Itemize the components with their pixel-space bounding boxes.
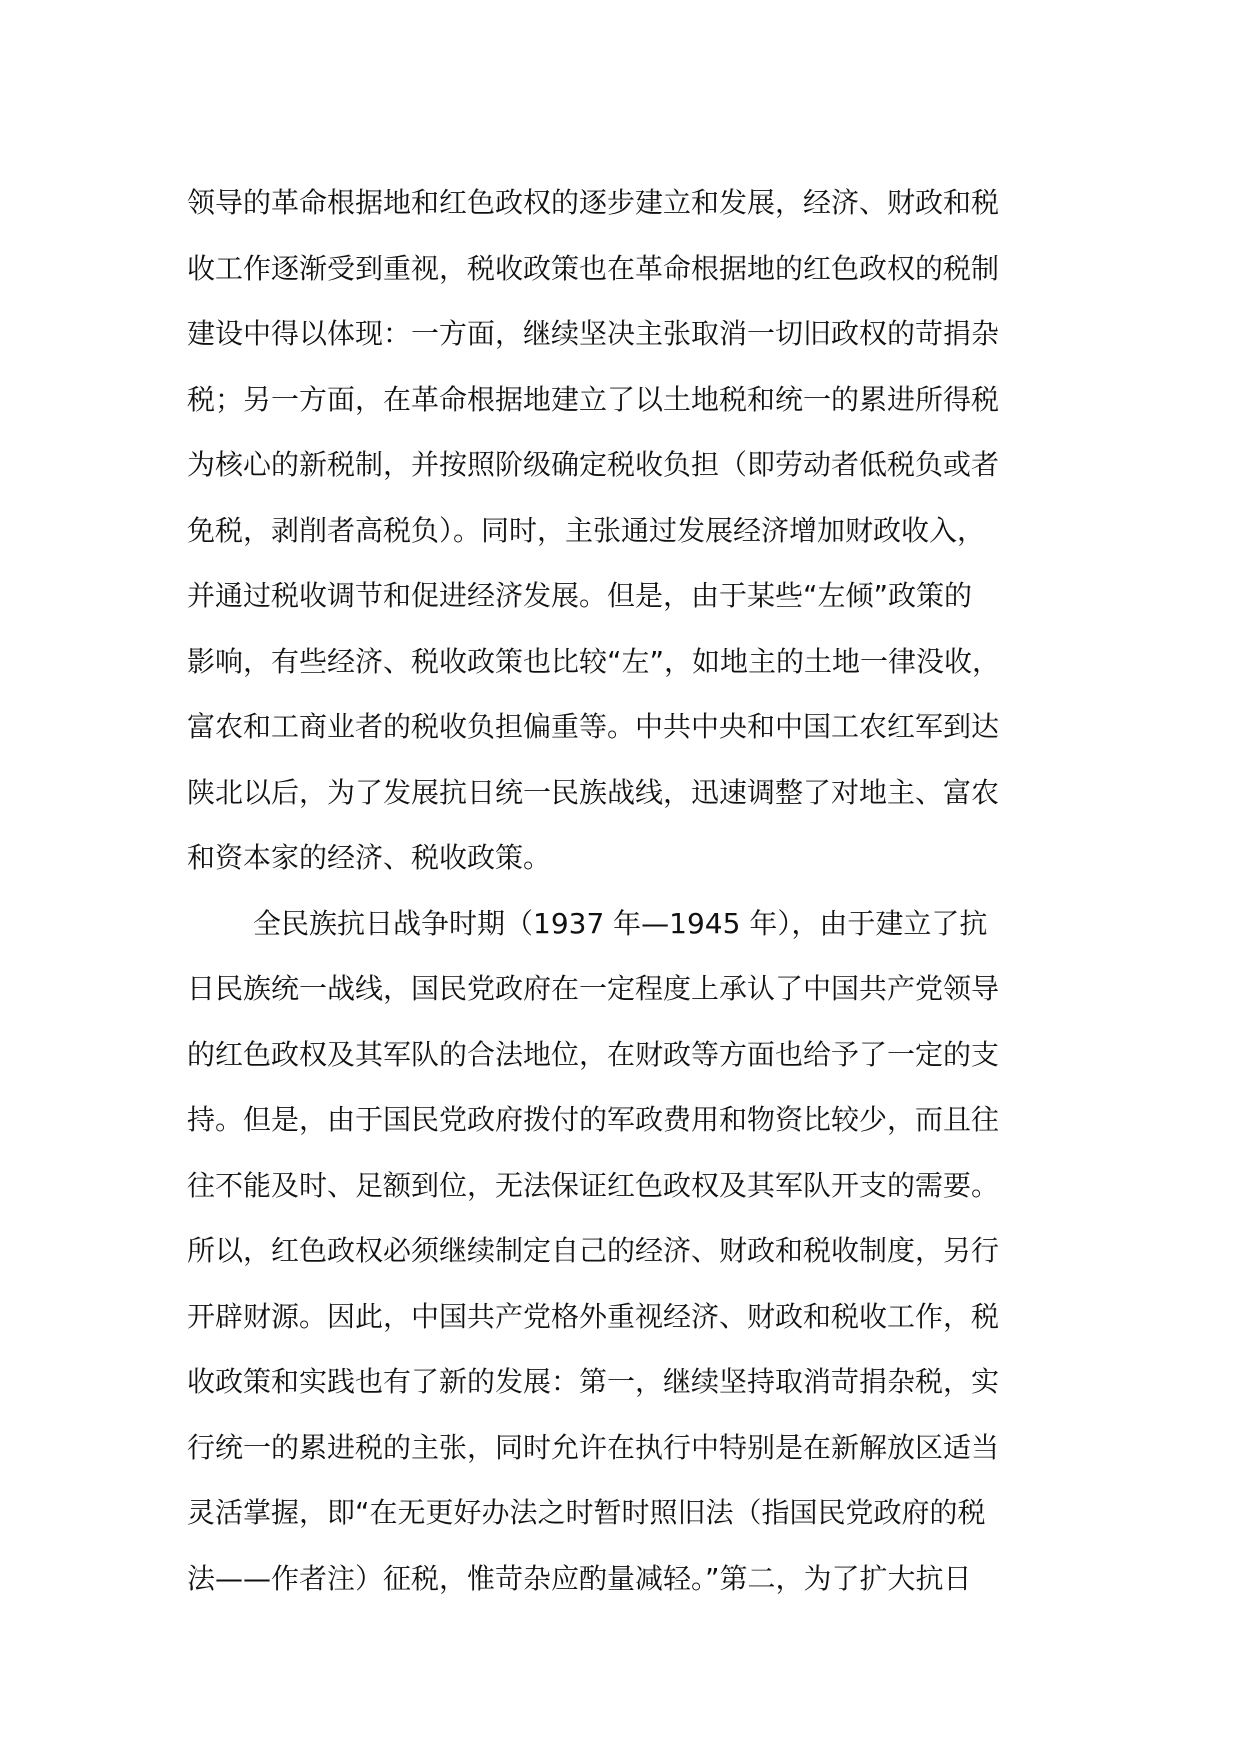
text-line: 建设中得以体现：一方面，继续坚决主张取消一切旧政权的苛捐杂 — [187, 317, 1000, 350]
text-line: 日民族统一战线，国民党政府在一定程度上承认了中国共产党领导 — [187, 972, 1000, 1005]
text-line: 为核心的新税制，并按照阶级确定税收负担（即劳动者低税负或者 — [187, 448, 1000, 481]
text-line: 税；另一方面，在革命根据地建立了以土地税和统一的累进所得税 — [187, 382, 1000, 416]
text-line: 灵活掌握，即“在无更好办法之时暂时照旧法（指国民党政府的税 — [187, 1496, 986, 1529]
text-line: 免税，剥削者高税负）。同时，主张通过发展经济增加财政收入， — [187, 513, 986, 547]
text-line: 富农和工商业者的税收负担偏重等。中共中央和中国工农红军到达 — [187, 710, 1000, 743]
text-line: 往不能及时、足额到位，无法保证红色政权及其军队开支的需要。 — [187, 1168, 1000, 1202]
text-line: 并通过税收调节和促进经济发展。但是，由于某些“左倾”政策的 — [187, 579, 973, 612]
text-line: 和资本家的经济、税收政策。 — [187, 841, 552, 874]
text-line: 领导的革命根据地和红色政权的逐步建立和发展，经济、财政和税 — [187, 186, 1000, 219]
text-line: 开辟财源。因此，中国共产党格外重视经济、财政和税收工作，税 — [187, 1299, 1000, 1333]
body-text — [187, 170, 1067, 1611]
text-line: 法——作者注）征税，惟苛杂应酌量减轻。”第二，为了扩大抗日 — [187, 1561, 972, 1595]
text-line: 陕北以后，为了发展抗日统一民族战线，迅速调整了对地主、富农 — [187, 775, 1000, 809]
paragraph-start-line: 全民族抗日战争时期（1937 年—1945 年），由于建立了抗 — [253, 906, 988, 940]
text-line: 行统一的累进税的主张，同时允许在执行中特别是在新解放区适当 — [187, 1430, 1000, 1464]
text-line: 影响，有些经济、税收政策也比较“左”，如地主的土地一律没收， — [187, 644, 1001, 678]
text-line: 收工作逐渐受到重视，税收政策也在革命根据地的红色政权的税制 — [187, 251, 1000, 285]
text-line: 所以，红色政权必须继续制定自己的经济、财政和税收制度，另行 — [187, 1234, 1000, 1267]
text-line: 的红色政权及其军队的合法地位，在财政等方面也给予了一定的支 — [187, 1037, 1000, 1071]
text-line: 收政策和实践也有了新的发展：第一，继续坚持取消苛捐杂税，实 — [187, 1365, 1000, 1398]
text-line: 持。但是，由于国民党政府拨付的军政费用和物资比较少，而且往 — [187, 1103, 1000, 1136]
